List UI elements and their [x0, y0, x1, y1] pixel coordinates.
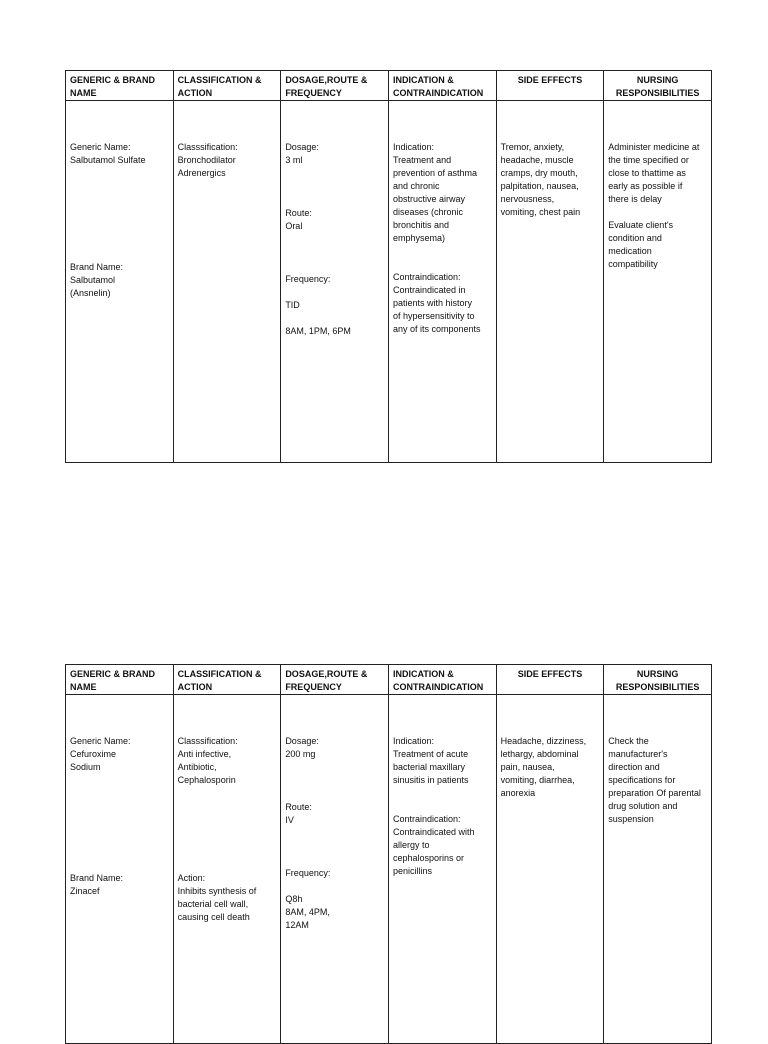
classification: Classsification: Anti infective, Antibiotic, Cephalosporin — [177, 736, 238, 785]
header-side-effects: SIDE EFFECTS — [496, 665, 604, 695]
frequency-label: Frequency: — [285, 274, 331, 284]
action: Action: Inhibits synthesis of bacterial cell wall, causing cell death — [177, 873, 257, 922]
table-row — [66, 695, 712, 1044]
generic-name: Generic Name: Salbutamol Sulfate — [70, 142, 146, 165]
side-effects: Headache, dizziness, lethargy, abdominal pain, nausea, vomiting, diarrhea, anorexia — [500, 736, 587, 798]
indication: Indication: Treatment and prevention of asthma and chronic obstructive airway diseases (chronic bronchitis and emphysema) — [392, 142, 478, 243]
brand-name: Brand Name: Zinacef — [70, 873, 124, 896]
header-side-effects: SIDE EFFECTS — [496, 71, 604, 101]
cell-classification — [173, 695, 281, 1044]
header-dosage: DOSAGE,ROUTE & FREQUENCY — [281, 665, 389, 695]
generic-name: Generic Name: Cefuroxime Sodium — [70, 736, 131, 772]
cell-side-effects — [496, 695, 604, 1044]
header-indication: INDICATION & CONTRAINDICATION — [388, 665, 496, 695]
drug-study-table-cefuroxime — [65, 664, 712, 1044]
header-generic-brand: GENERIC & BRAND NAME — [66, 665, 174, 695]
cell-nursing — [604, 101, 712, 463]
brand-name: Brand Name: Salbutamol (Ansnelin) — [70, 262, 124, 298]
dosage: Dosage: 3 ml — [285, 142, 319, 165]
classification: Classsification: Bronchodilator Adrenergics — [177, 142, 238, 178]
table-row — [66, 101, 712, 463]
cell-side-effects — [496, 101, 604, 463]
contraindication: Contraindication: Contraindicated with allergy to cephalosporins or penicillins — [392, 814, 475, 876]
frequency: Q8h 8AM, 4PM, 12AM — [285, 894, 330, 930]
header-dosage: DOSAGE,ROUTE & FREQUENCY — [281, 71, 389, 101]
cell-indication — [388, 695, 496, 1044]
nursing-responsibility: Check the manufacturer's direction and specifications for preparation Of parental drug solution and suspension — [608, 736, 701, 824]
header-classification: CLASSIFICATION & ACTION — [173, 665, 281, 695]
cell-generic-brand — [66, 101, 174, 463]
frequency-times: 8AM, 1PM, 6PM — [285, 326, 351, 336]
side-effects: Tremor, anxiety, headache, muscle cramps, dry mouth, palpitation, nausea, nervousness, vomiting, chest pain — [500, 142, 581, 217]
nursing-responsibility-1: Administer medicine at the time specified or close to thattime as early as possible if there is delay — [608, 142, 700, 204]
contraindication: Contraindication: Contraindicated in patients with history of hypersensitivity to any of its components — [392, 272, 481, 334]
header-indication: INDICATION & CONTRAINDICATION — [388, 71, 496, 101]
route: Route: IV — [285, 802, 312, 825]
header-nursing: NURSING RESPONSIBILITIES — [604, 71, 712, 101]
indication: Indication: Treatment of acute bacterial maxillary sinusitis in patients — [392, 736, 469, 785]
nursing-responsibility-2: Evaluate client's condition and medication compatibility — [608, 220, 674, 269]
cell-nursing — [604, 695, 712, 1044]
header-classification: CLASSIFICATION & ACTION — [173, 71, 281, 101]
route: Route: Oral — [285, 208, 312, 231]
cell-generic-brand — [66, 695, 174, 1044]
cell-classification — [173, 101, 281, 463]
frequency-label: Frequency: — [285, 868, 331, 878]
frequency: TID — [285, 300, 300, 310]
cell-dosage — [281, 101, 389, 463]
drug-study-table-salbutamol — [65, 70, 712, 463]
dosage: Dosage: 200 mg — [285, 736, 319, 759]
cell-indication — [388, 101, 496, 463]
header-generic-brand: GENERIC & BRAND NAME — [66, 71, 174, 101]
table-header-row — [66, 665, 712, 695]
header-nursing: NURSING RESPONSIBILITIES — [604, 665, 712, 695]
cell-dosage — [281, 695, 389, 1044]
table-header-row — [66, 71, 712, 101]
